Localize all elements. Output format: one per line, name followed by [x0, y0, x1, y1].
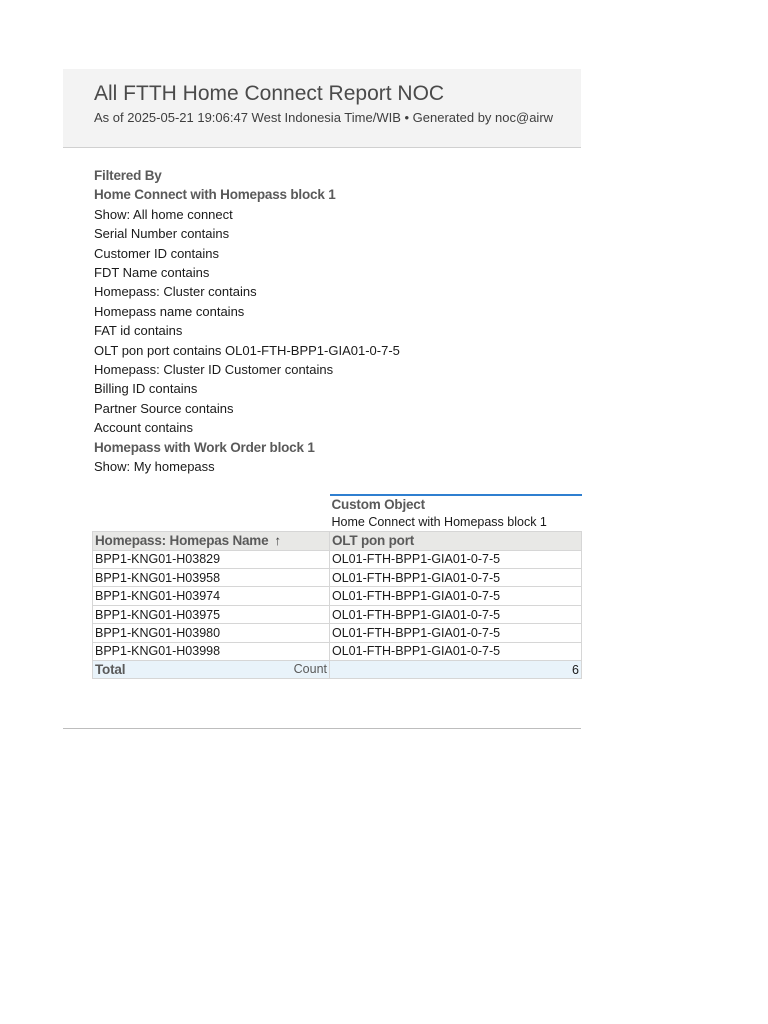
total-label: Total: [95, 662, 126, 678]
cell-olt-pon-port: OL01-FTH-BPP1-GIA01-0-7-5: [330, 569, 582, 587]
filter-item: Homepass: Cluster contains: [94, 284, 257, 300]
cell-homepass-name: BPP1-KNG01-H03975: [93, 605, 330, 623]
column-header-homepass-name[interactable]: Homepass: Homepas Name ↑: [93, 532, 330, 550]
filters-heading: Filtered By: [94, 168, 162, 183]
filter-item: Partner Source contains: [94, 400, 234, 416]
footer-divider: [63, 728, 581, 729]
filter-item: OLT pon port contains OL01-FTH-BPP1-GIA01-0-7-5: [94, 342, 400, 358]
group-subheader-row: [93, 513, 582, 531]
report-title: All FTTH Home Connect Report NOC: [94, 82, 445, 105]
filters-section: [94, 166, 574, 477]
table-row: [93, 550, 582, 568]
count-label: Count: [293, 662, 327, 677]
cell-olt-pon-port: OL01-FTH-BPP1-GIA01-0-7-5: [330, 605, 582, 623]
cell-homepass-name: BPP1-KNG01-H03998: [93, 642, 330, 660]
report-container: [63, 69, 581, 678]
table-row: [93, 569, 582, 587]
cell-homepass-name: BPP1-KNG01-H03958: [93, 569, 330, 587]
filter-item: Homepass: Cluster ID Customer contains: [94, 362, 334, 378]
filter-item: FDT Name contains: [94, 265, 210, 281]
group-header-row: [93, 495, 582, 513]
total-value: 6: [330, 661, 582, 679]
cell-olt-pon-port: OL01-FTH-BPP1-GIA01-0-7-5: [330, 587, 582, 605]
group-subtitle: Home Connect with Homepass block 1: [331, 515, 547, 530]
cell-olt-pon-port: OL01-FTH-BPP1-GIA01-0-7-5: [330, 624, 582, 642]
table-row: [93, 624, 582, 642]
filter-item: Account contains: [94, 420, 194, 436]
table-row: [93, 642, 582, 660]
filter-block1-title: Home Connect with Homepass block 1: [94, 187, 336, 203]
table-row: [93, 605, 582, 623]
total-row: [93, 661, 582, 679]
report-table-wrap: [92, 494, 581, 679]
group-title: Custom Object: [330, 495, 582, 513]
cell-olt-pon-port: OL01-FTH-BPP1-GIA01-0-7-5: [330, 550, 582, 568]
sort-ascending-icon[interactable]: ↑: [274, 533, 281, 549]
filter-block2-title: Homepass with Work Order block 1: [94, 439, 315, 455]
report-subtitle: As of 2025-05-21 19:06:47 West Indonesia Time/WIB • Generated by noc@airw: [94, 110, 554, 125]
report-table: [92, 494, 582, 679]
filter-item: Show: My homepass: [94, 459, 215, 475]
total-label-cell: [93, 661, 330, 679]
cell-homepass-name: BPP1-KNG01-H03980: [93, 624, 330, 642]
cell-homepass-name: BPP1-KNG01-H03829: [93, 550, 330, 568]
report-header: [63, 69, 581, 148]
filter-item: FAT id contains: [94, 323, 183, 339]
filter-item: Billing ID contains: [94, 381, 198, 397]
column-header-olt-pon-port[interactable]: OLT pon port: [330, 532, 582, 550]
filter-item: Customer ID contains: [94, 245, 219, 261]
cell-olt-pon-port: OL01-FTH-BPP1-GIA01-0-7-5: [330, 642, 582, 660]
filter-item: Serial Number contains: [94, 226, 230, 242]
column-header-row: [93, 532, 582, 550]
filter-item: Show: All home connect: [94, 206, 233, 222]
cell-homepass-name: BPP1-KNG01-H03974: [93, 587, 330, 605]
filter-item: Homepass name contains: [94, 303, 245, 319]
table-row: [93, 587, 582, 605]
